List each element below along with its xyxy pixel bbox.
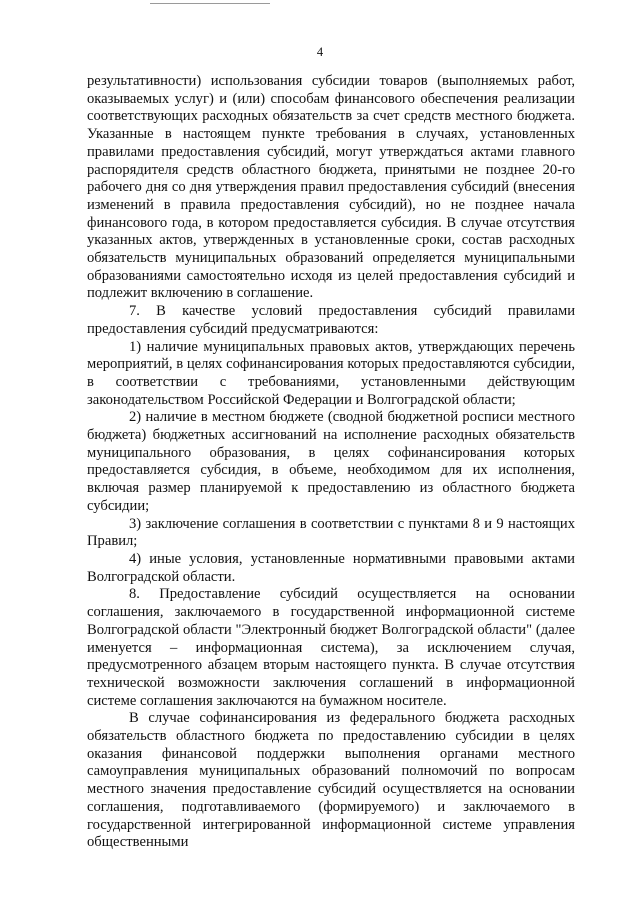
paragraph-item-7: 7. В качестве условий предоставления субсидий правилами предоставления субсидий предусматриваются: bbox=[87, 303, 575, 337]
paragraph-subitem-1: 1) наличие муниципальных правовых актов, утверждающих перечень мероприятий, в целях софинансирования которых предоставляются субсидии, в соответствии с требованиями, установленными действующим законодательством Российской Федерации и Волгоградской области; bbox=[87, 338, 575, 408]
document-body bbox=[87, 73, 575, 852]
paragraph-subitem-4: 4) иные условия, установленные нормативными правовыми актами Волгоградской области. bbox=[87, 550, 575, 585]
paragraph-subitem-3: 3) заключение соглашения в соответствии с пунктами 8 и 9 настоящих Правил; bbox=[87, 515, 575, 550]
scan-edge-line bbox=[150, 3, 270, 4]
paragraph-item-8: 8. Предоставление субсидий осуществляется на основании соглашения, заключаемого в государственной информационной системе Волгоградской области "Электронный бюджет Волгоградской области" (далее именуется – информационная система), за исключением случая, предусмотренного абзацем вторым настоящего пункта. В случае отсутствия технической возможности заключения соглашений в информационной системе соглашения заключаются на бумажном носителе. bbox=[87, 586, 575, 709]
page-number: 4 bbox=[316, 45, 324, 59]
paragraph-continuation: результативности) использования субсидии товаров (выполняемых работ, оказываемых услуг) и (или) способам финансового обеспечения реализации соответствующих расходных обязательств за счет средств местного бюджета. Указанные в настоящем пункте требования в случаях, установленных правилами предоставления субсидий, могут утверждаться актами главного распорядителя средств областного бюджета, принятыми не позднее 20-го рабочего дня со дня утверждения правил предоставления субсидий (внесения изменений в правила предоставления субсидий), но не позднее начала финансового года, в котором предоставляется субсидия. В случае отсутствия указанных актов, утвержденных в установленные сроки, состав расходных обязательств муниципальных образований определяется муниципальными образованиями самостоятельно исходя из целей предоставления субсидий и подлежит включению в соглашение. bbox=[87, 73, 575, 302]
paragraph-subitem-2: 2) наличие в местном бюджете (сводной бюджетной росписи местного бюджета) бюджетных ассигнований на исполнение расходных обязательств муниципального образования, в целях софинансирования которых предоставляется субсидия, в объеме, необходимом для их исполнения, включая размер планируемой к предоставлению из областного бюджета субсидии; bbox=[87, 409, 575, 514]
paragraph-cofinancing: В случае софинансирования из федерального бюджета расходных обязательств областного бюджета по предоставлению субсидии в целях оказания финансовой поддержки выполнения органами местного самоуправления муниципальных образований полномочий по вопросам местного значения предоставление субсидий осуществляется на основании соглашения, подготавливаемого (формируемого) и заключаемого в государственной интегрированной информационной системе управления общественными bbox=[87, 710, 575, 851]
